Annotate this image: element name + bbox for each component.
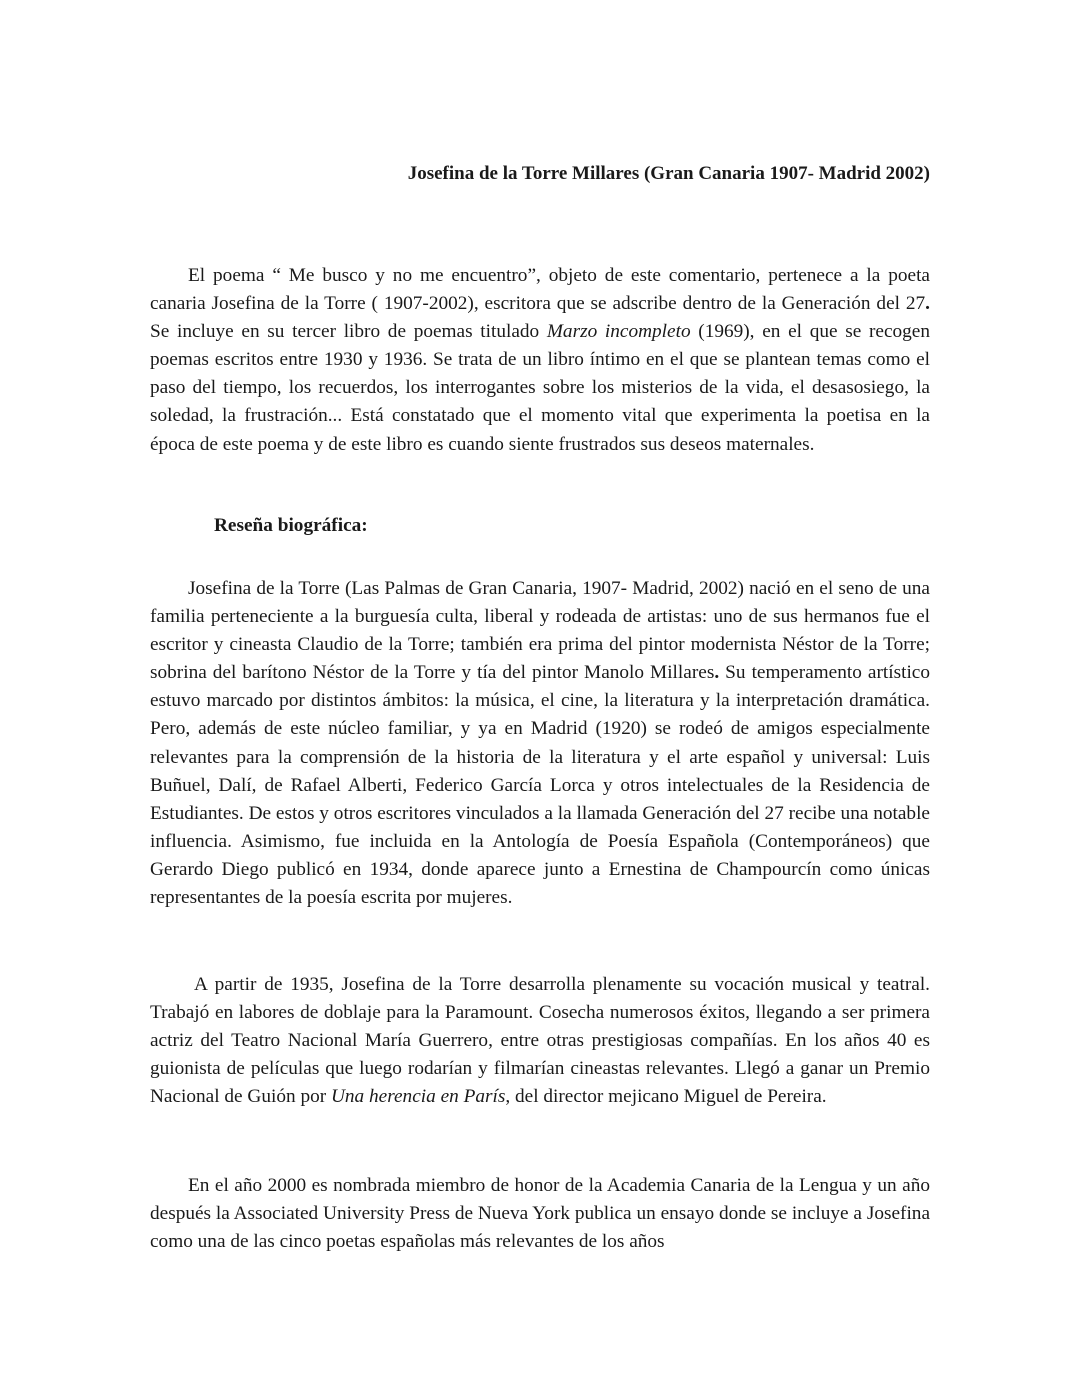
paragraph-text: Su temperamento artístico estuvo marcado por distintos ámbitos: la música, el cine, la literatura y la interpretación dramática. Pero, además de este núcleo familiar, y ya en Madrid (1920) se rodeó de amigos especialmente relevantes para la comprensión de la historia de la literatura y el arte español y universal: Luis Buñuel, Dalí, de Rafael Alberti, Federico García Lorca y otros intelectuales de la Residencia de Estudiantes. De estos y otros escritores vinculados a la llamada Generación del 27 recibe una notable influencia. Asimismo, fue incluida en la Antología de Poesía Española (Contemporáneos) que Gerardo Diego publicó en 1934, donde aparece junto a Ernestina de Champourcín como únicas representantes de la poesía escrita por mujeres.	[150, 662, 930, 909]
paragraph-text: Se incluye en su tercer libro de poemas titulado	[150, 321, 547, 343]
paragraph-biography	[150, 575, 930, 912]
bold-period: .	[925, 293, 930, 315]
document-title: Josefina de la Torre Millares (Gran Canaria 1907- Madrid 2002)	[407, 163, 930, 184]
paragraph-text: , del director mejicano Miguel de Pereira.	[505, 1086, 827, 1108]
paragraph-text: (1969), en el que se recogen poemas escritos entre 1930 y 1936. Se trata de un libro íntimo en el que se plantean temas como el paso del tiempo, los recuerdos, los interrogantes sobre los misterios de la vida, el desasosiego, la soledad, la frustración... Está constatado que el momento vital que experimenta la poetisa en la época de este poema y de este libro es cuando siente frustrados sus deseos maternales.	[150, 321, 930, 455]
paragraph-career	[150, 971, 930, 1111]
paragraph-text: A partir de 1935, Josefina de la Torre desarrolla plenamente su vocación musical y teatral. Trabajó en labores de doblaje para la Paramount. Cosecha numerosos éxitos, llegando a ser primera actriz del Teatro Nacional María Guerrero, entre otras prestigiosas compañías. En los años 40 es guionista de películas que luego rodarían y filmarían cineastas relevantes. Llegó a ganar un Premio Nacional de Guión por	[150, 974, 930, 1108]
paragraph-honors: En el año 2000 es nombrada miembro de honor de la Academia Canaria de la Lengua y un año después la Associated University Press de Nueva York publica un ensayo donde se incluye a Josefina como una de las cinco poetas españolas más relevantes de los años	[150, 1175, 930, 1253]
bold-period: .	[714, 662, 720, 684]
section-heading: Reseña biográfica:	[214, 515, 368, 536]
paragraph-text: Josefina de la Torre (Las Palmas de Gran Canaria, 1907- Madrid, 2002) nació en el seno de una familia perteneciente a la burguesía culta, liberal y rodeada de artistas: uno de sus hermanos fue el escritor y cineasta Claudio de la Torre; también era prima del pintor modernista Néstor de la Torre; sobrina del barítono Néstor de la Torre y tía del pintor Manolo Millares	[150, 578, 930, 684]
film-title: Una herencia en París	[330, 1086, 506, 1108]
book-title: Marzo incompleto	[546, 321, 691, 343]
paragraph-introduction	[150, 262, 930, 459]
paragraph-text: El poema “ Me busco y no me encuentro”, objeto de este comentario, pertenece a la poeta canaria Josefina de la Torre ( 1907-2002), escritora que se adscribe dentro de la Generación del 27	[150, 265, 930, 315]
